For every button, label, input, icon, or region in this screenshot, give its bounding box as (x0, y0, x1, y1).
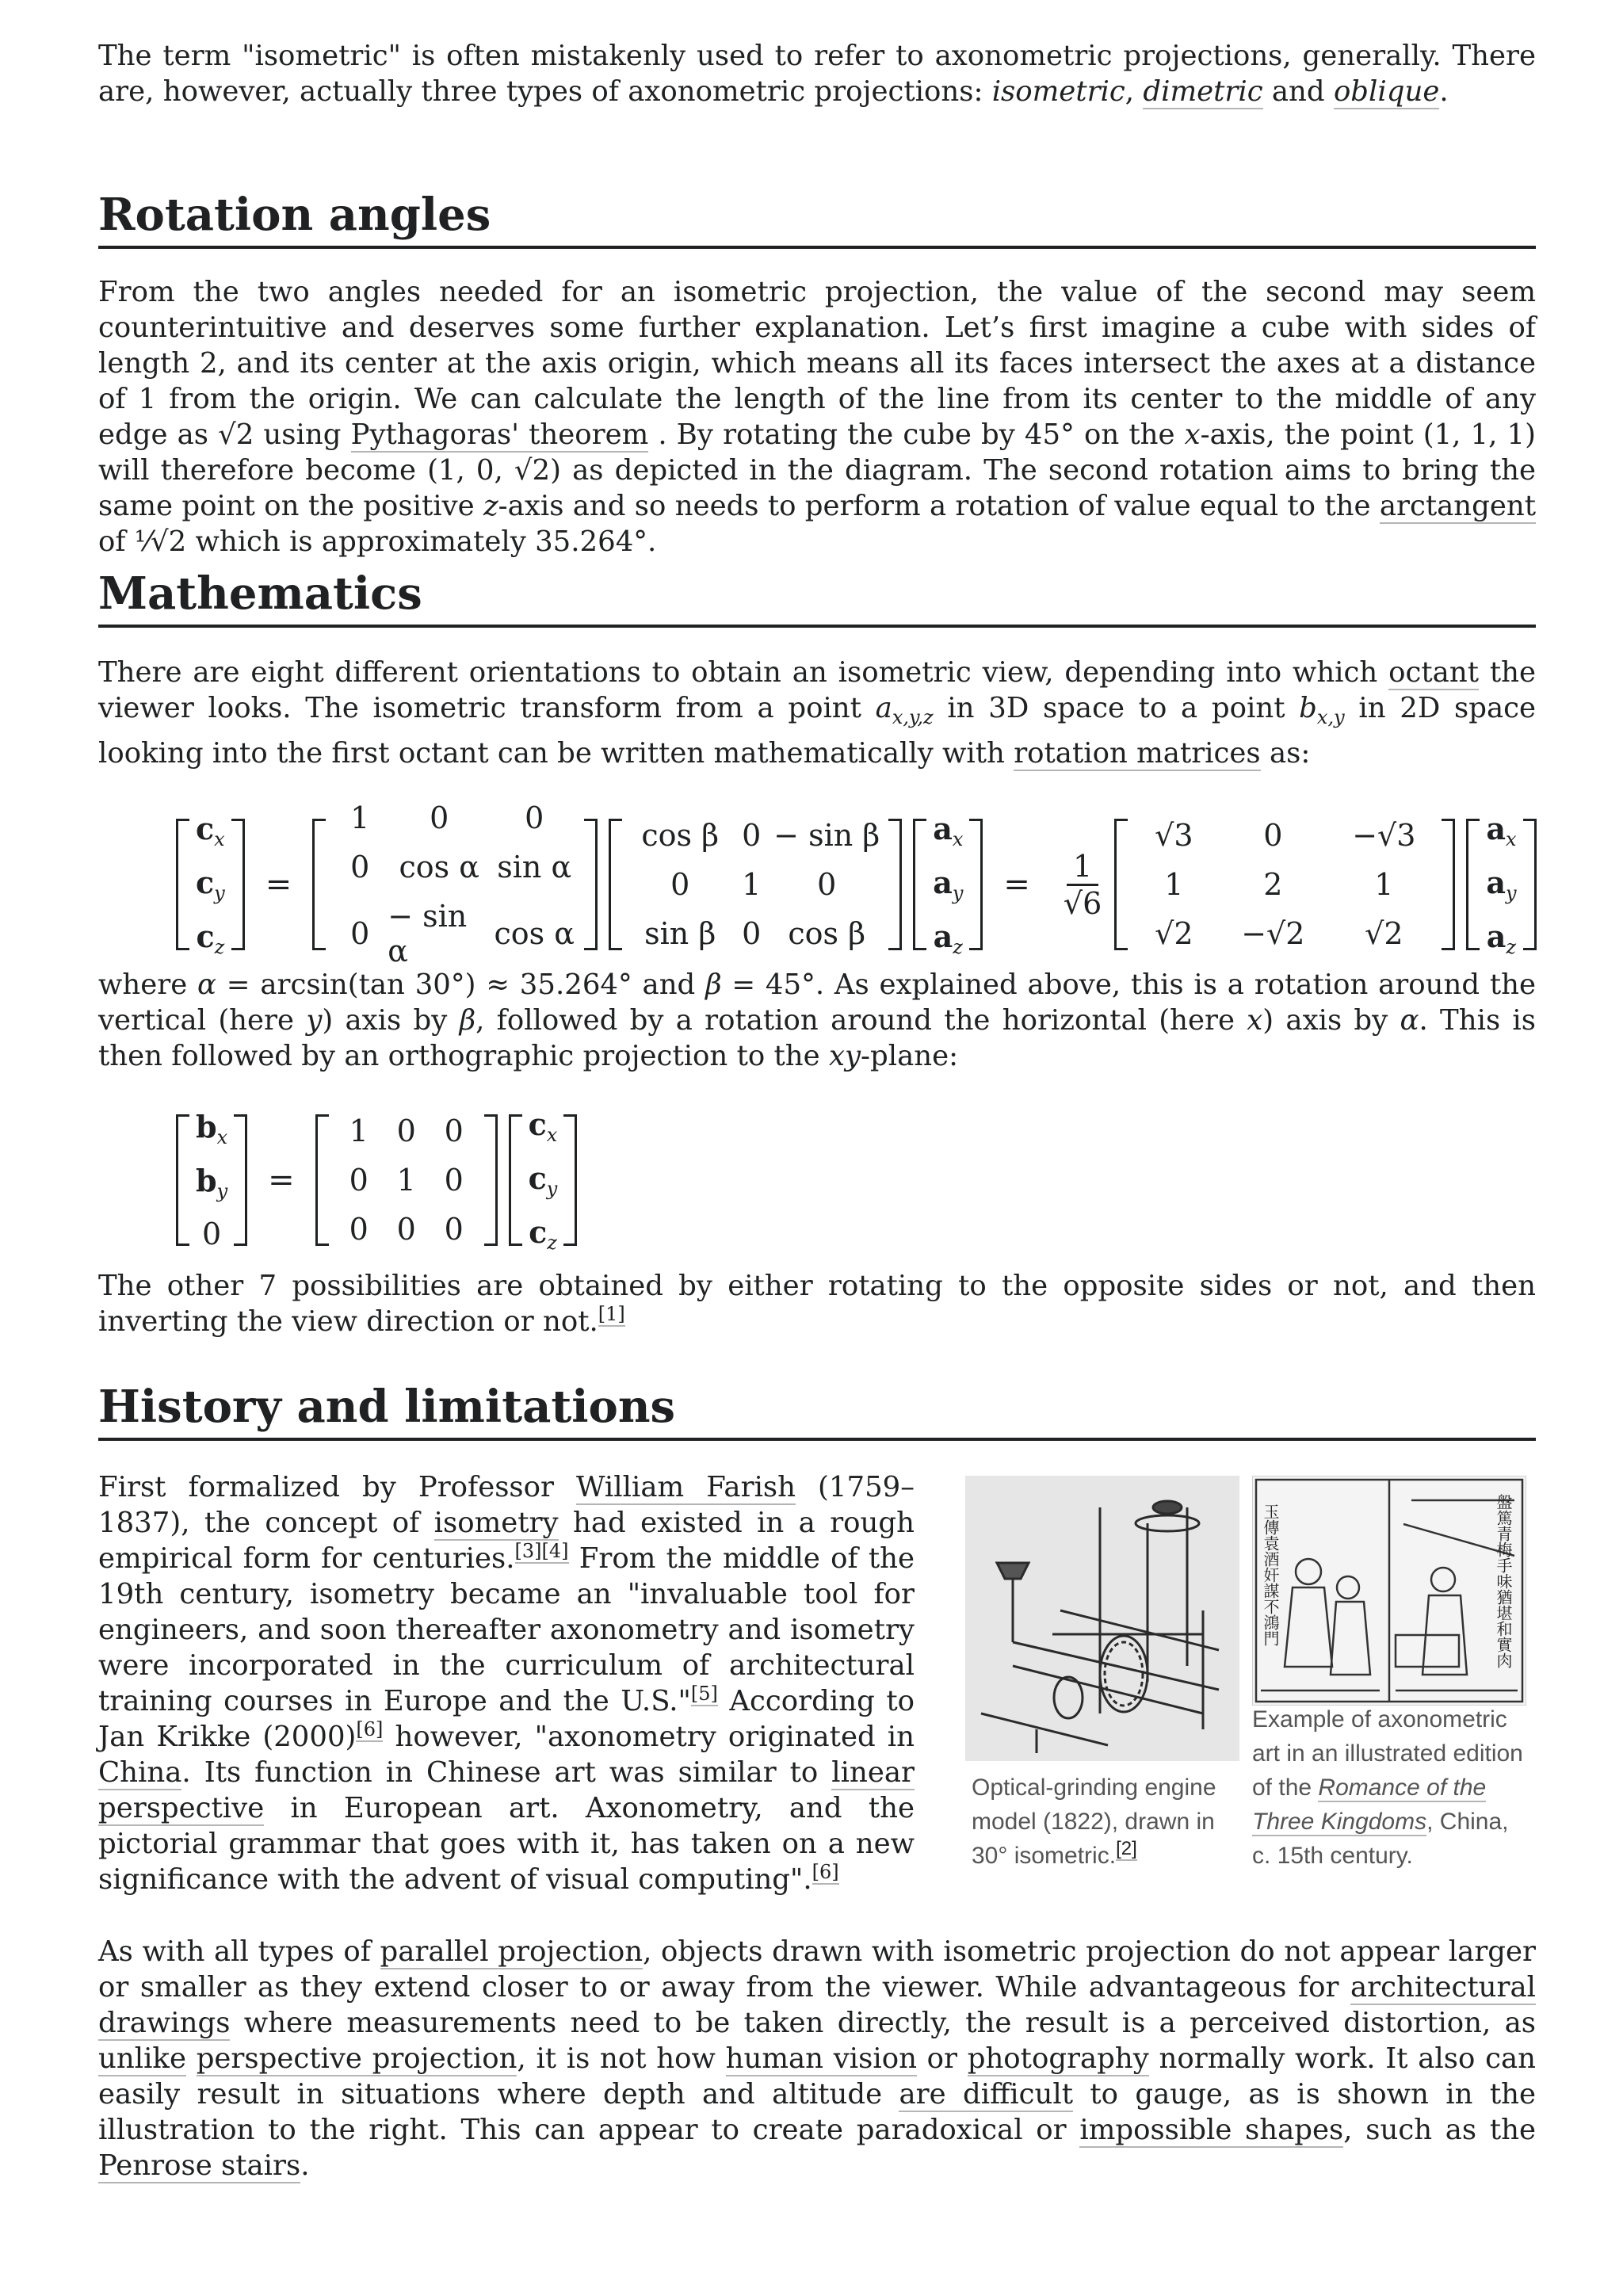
link-perspective-projection[interactable]: perspective projection (196, 2042, 517, 2075)
cjk-text-right: 盤篤青梅手味猶堪和實肉 (1494, 1494, 1513, 1668)
ref-6b[interactable]: [6] (812, 1861, 839, 1884)
optical-grinding-engine-image[interactable] (965, 1476, 1239, 1761)
link-dimetric[interactable]: dimetric (1143, 75, 1263, 108)
vector-b: $b_x$ $b_y$ 0 (176, 1109, 247, 1251)
history-paragraph-2: As with all types of parallel projection, objects drawn with isometric projection do not appear larger or smaller as they extend closer to or away from the viewer. While advantageous for architectural drawings where measurements need to be taken directly, the result is a perceived distortion, as unlike perspective projection, it is not how human vision or photography normally work. It also can easily result in situations where depth and altitude are difficult to gauge, as is shown in the illustration to the right. This can appear to create paradoxical or impossible shapes, such as the Penrose stairs. (98, 1935, 1537, 2182)
caption-three-kingdoms: Example of axonometric art in an illustrated edition of the Romance of the Three Kingdoms, China, c. 15th century. (1252, 1706, 1523, 1869)
link-linear-perspective[interactable]: linear perspective (98, 1756, 915, 1824)
link-architectural-drawings[interactable]: architectural drawings (98, 1971, 1536, 2039)
woodcut-illustration (1253, 1477, 1526, 1705)
matrix-combined: √3 0 −√3 1 2 1 √2 −√2 √2 (1114, 818, 1455, 951)
link-arctangent[interactable]: arctangent (1379, 490, 1536, 522)
ref-1[interactable]: [1] (598, 1303, 625, 1326)
ref-5[interactable]: [5] (690, 1683, 718, 1706)
matrix-rotation-beta: cos β 0 − sin β 0 1 0 sin β 0 cos β (609, 818, 902, 951)
history-paragraph-1: First formalized by Professor William Farish (1759–1837), the concept of isometry had existed in a rough empirical form for centuries.[3][4] From the middle of the 19th century, isometry became an "invaluable tool for engineers, and soon thereafter axonometry and isometry were incorporated in the curriculum of architectural training courses in Europe and the U.S."[5] According to Jan Krikke (2000)[6] however, "axonometry originated in China. Its function in Chinese art was similar to linear perspective in European art. Axonometry, and the pictorial grammar that goes with it, has taken on a new significance with the advent of visual computing".[6] (98, 1471, 915, 1896)
math-paragraph-2: where α = arcsin(tan 30°) ≈ 35.264° and β = 45°. As explained above, this is a rotation around the vertical (here y) axis by β, followed by a rotation around the horizontal (here x) axis by α. This is then followed by an orthographic projection to the xy-plane: (98, 968, 1537, 1072)
link-oblique[interactable]: oblique (1333, 75, 1440, 108)
link-photography[interactable]: photography (967, 2042, 1149, 2075)
link-impossible-shapes[interactable]: impossible shapes (1079, 2114, 1344, 2146)
ref-6[interactable]: [6] (356, 1718, 384, 1741)
vector-c-2: $c_x$ $c_y$ $c_z$ (509, 1106, 578, 1254)
link-octant[interactable]: octant (1388, 656, 1479, 689)
link-china[interactable]: China (98, 1756, 182, 1789)
ref-2[interactable]: [2] (1116, 1838, 1137, 1859)
equation-isometric-transform: $c_x$ $c_y$ $c_z$ = 1 0 0 0 cos α sin α 0 − sin α cos α cos β 0 − sin β 0 1 0 sin β 0 cos β $a_x$ $a_y$ $a_z$ = $\frac{1}{√6}$ √3 0 −√3 1 2 1 √2 −√2 √2 $a_x$ $a_y$ $a_z$ (176, 800, 1537, 968)
link-pythagoras[interactable]: Pythagoras' theorem (350, 418, 649, 451)
heading-rotation-angles: Rotation angles (98, 187, 1536, 249)
vector-a-2: $a_x$ $a_y$ $a_z$ (1466, 811, 1536, 958)
link-penrose-stairs[interactable]: Penrose stairs (98, 2149, 301, 2182)
link-rotation-matrices[interactable]: rotation matrices (1014, 737, 1261, 770)
fraction-one-over-root-six: $\frac{1}{√6}$ (1063, 848, 1102, 921)
engine-drawing (965, 1476, 1239, 1761)
heading-history-limitations: History and limitations (98, 1379, 1536, 1441)
caption-grinding-engine: Optical-grinding engine model (1822), drawn in 30° isometric.[2] (972, 1775, 1216, 1869)
heading-mathematics: Mathematics (98, 566, 1536, 628)
rotation-paragraph: From the two angles needed for an isometric projection, the value of the second may seem counterintuitive and deserves some further explanation. Let’s first imagine a cube with sides of length 2, and its center at the axis origin, which means all its faces intersect the axes at a distance of 1 from the origin. We can calculate the length of the line from its center to the middle of any edge as √2 using Pythagoras' theorem . By rotating the cube by 45° on the x-axis, the point (1, 1, 1) will therefore become (1, 0, √2) as depicted in the diagram. The second rotation aims to bring the same point on the positive z-axis and so needs to perform a rotation of value equal to the arctangent of ¹⁄√2 which is approximately 35.264°. (98, 276, 1536, 558)
math-paragraph-3: The other 7 possibilities are obtained by either rotating to the opposite sides or not, and then inverting the view direction or not.[1] (98, 1270, 1536, 1338)
intro-paragraph: The term "isometric" is often mistakenly used to refer to axonometric projections, generally. There are, however, actually three types of axonometric projections: isometric, dimetric and oblique. (98, 40, 1536, 108)
link-parallel-projection[interactable]: parallel projection (380, 1935, 643, 1968)
vector-a: $a_x$ $a_y$ $a_z$ (913, 811, 983, 958)
link-william-farish[interactable]: William Farish (576, 1471, 796, 1503)
equation-orthographic-projection: $b_x$ $b_y$ 0 = 1 0 0 0 1 0 0 0 0 $c_x$ $c_y$ $c_z$ (176, 1106, 577, 1254)
matrix-projection: 1 0 0 0 1 0 0 0 0 (315, 1114, 498, 1247)
cjk-text-left: 玉傳袁酒奸謀不鴻門 (1261, 1503, 1280, 1646)
link-human-vision[interactable]: human vision (725, 2042, 917, 2075)
ref-3-4[interactable]: [3][4] (514, 1540, 569, 1563)
vector-c: $c_x$ $c_y$ $c_z$ (176, 811, 245, 958)
link-romance-three-kingdoms[interactable]: Romance of the Three Kingdoms (1252, 1775, 1487, 1835)
link-are-difficult[interactable]: are difficult (899, 2078, 1074, 2111)
link-isometry[interactable]: isometry (433, 1507, 559, 1539)
matrix-rotation-alpha: 1 0 0 0 cos α sin α 0 − sin α cos α (312, 800, 598, 968)
math-paragraph-1: There are eight different orientations to obtain an isometric view, depending into which octant the viewer looks. The isometric transform from a point $a_{x,y,z}$ in 3D space to a point $b_{x,y}$ in 2D space looking into the first octant can be written mathematically with rotation matrices as: (98, 656, 1537, 770)
link-unlike[interactable]: unlike (98, 2042, 186, 2075)
romance-three-kingdoms-image[interactable] (1252, 1476, 1526, 1706)
